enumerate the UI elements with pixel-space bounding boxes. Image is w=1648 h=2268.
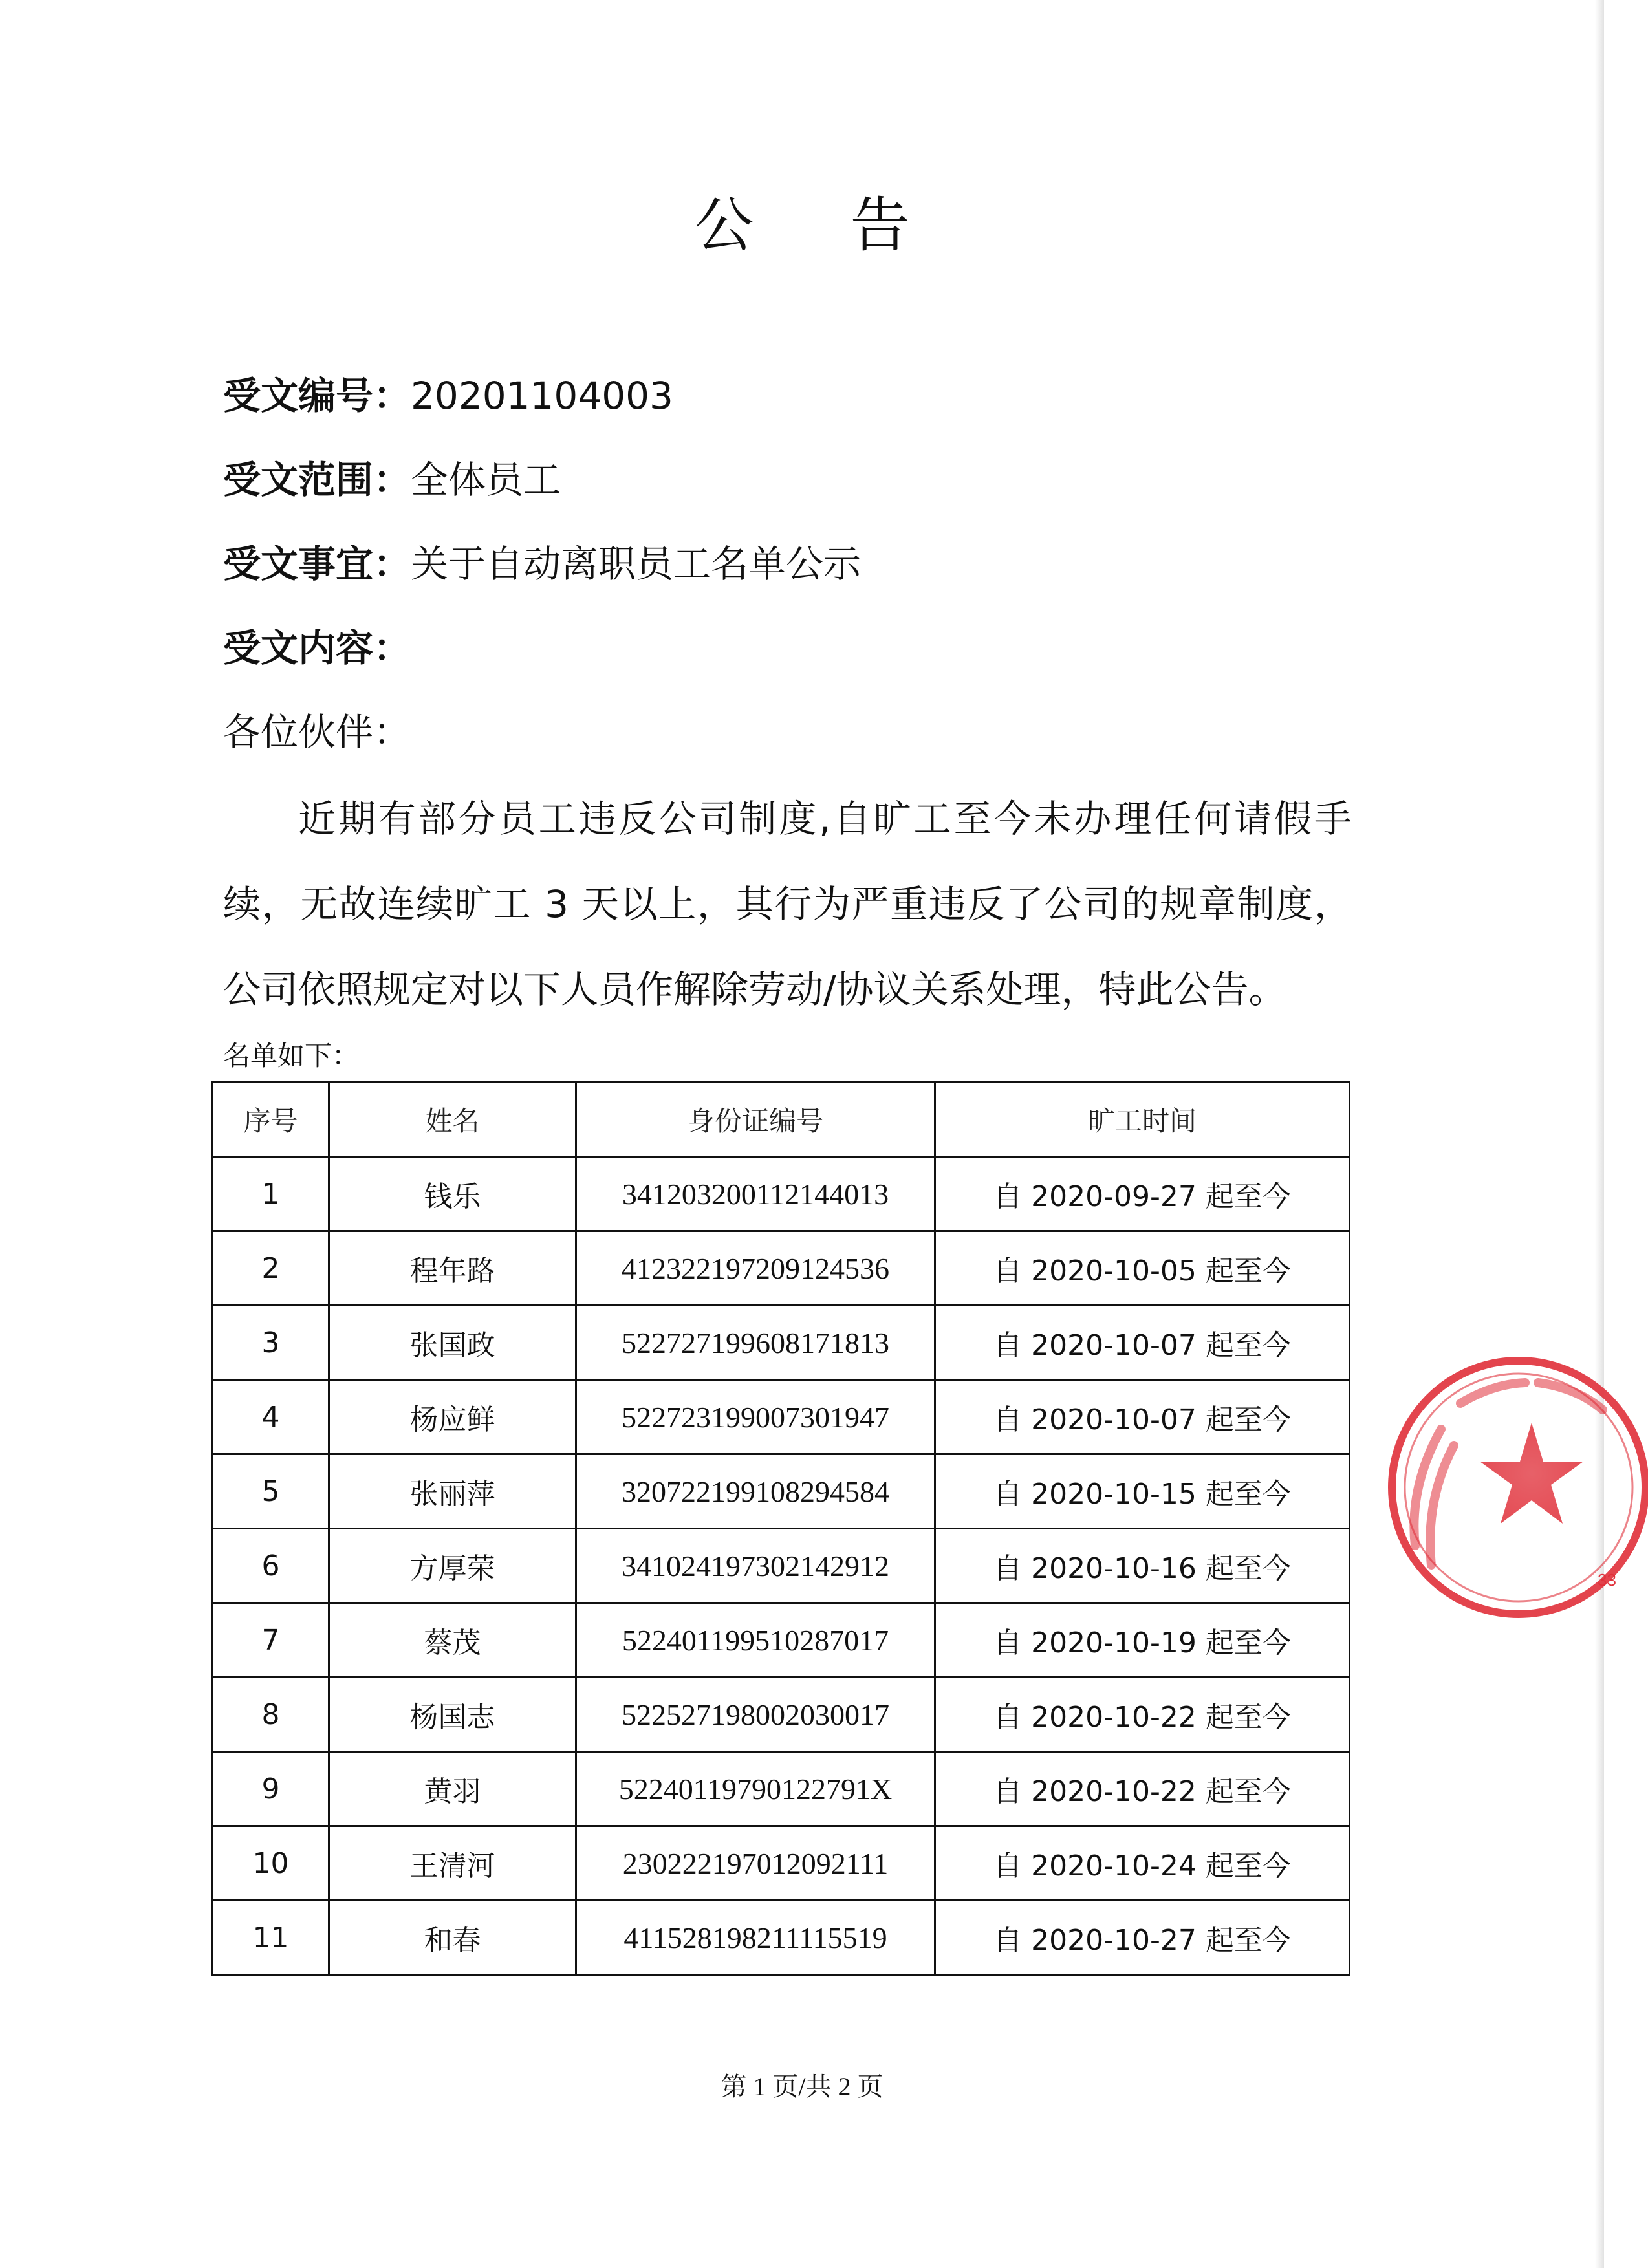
row-id-number: 522727199608171813 [576, 1306, 935, 1380]
row-id-number: 52240119790122791X [576, 1752, 935, 1826]
employee-table [211, 1081, 1350, 1976]
page-footer: 第 1 页/共 2 页 [721, 2072, 884, 2101]
doc-number-value: 20201104003 [411, 374, 673, 418]
row-absence-period: 自 2020-10-22 起至今 [935, 1752, 1350, 1826]
doc-subject-label: 受文事宜： [223, 542, 411, 586]
header-absence-period: 旷工时间 [935, 1083, 1350, 1157]
doc-number-label: 受文编号： [223, 374, 411, 418]
table-row [213, 1529, 1350, 1603]
doc-scope-label: 受文范围： [223, 458, 411, 502]
row-index: 10 [213, 1826, 329, 1901]
table-row [213, 1306, 1350, 1380]
table-row [213, 1826, 1350, 1901]
row-index: 2 [213, 1231, 329, 1306]
table-row [213, 1901, 1350, 1975]
row-absence-period: 自 2020-10-16 起至今 [935, 1529, 1350, 1603]
row-index: 5 [213, 1454, 329, 1529]
row-absence-period: 自 2020-10-15 起至今 [935, 1454, 1350, 1529]
row-name: 张丽萍 [329, 1454, 576, 1529]
doc-scope-value: 全体员工 [411, 458, 561, 502]
row-name: 和春 [329, 1901, 576, 1975]
table-row [213, 1231, 1350, 1306]
table-row [213, 1752, 1350, 1826]
doc-subject-value: 关于自动离职员工名单公示 [411, 542, 862, 586]
row-absence-period: 自 2020-10-22 起至今 [935, 1678, 1350, 1752]
table-row [213, 1380, 1350, 1454]
row-index: 4 [213, 1380, 329, 1454]
row-index: 6 [213, 1529, 329, 1603]
row-name: 方厚荣 [329, 1529, 576, 1603]
row-index: 11 [213, 1901, 329, 1975]
table-row [213, 1454, 1350, 1529]
row-id-number: 522527198002030017 [576, 1678, 935, 1752]
row-index: 8 [213, 1678, 329, 1752]
greeting: 各位伙伴： [223, 710, 411, 754]
row-name: 蔡茂 [329, 1603, 576, 1678]
row-absence-period: 自 2020-10-24 起至今 [935, 1826, 1350, 1901]
row-id-number: 320722199108294584 [576, 1454, 935, 1529]
header-id-number: 身份证编号 [576, 1083, 935, 1157]
row-absence-period: 自 2020-10-07 起至今 [935, 1380, 1350, 1454]
row-absence-period: 自 2020-09-27 起至今 [935, 1157, 1350, 1231]
list-label: 名单如下： [223, 1040, 360, 1072]
row-id-number: 522723199007301947 [576, 1380, 935, 1454]
company-seal-stamp [1370, 1332, 1648, 1643]
table-header-row [213, 1083, 1350, 1157]
table-row [213, 1678, 1350, 1752]
doc-number-line [223, 365, 673, 420]
row-absence-period: 自 2020-10-07 起至今 [935, 1306, 1350, 1380]
row-index: 7 [213, 1603, 329, 1678]
scan-edge-shadow [1595, 0, 1604, 2268]
row-absence-period: 自 2020-10-05 起至今 [935, 1231, 1350, 1306]
row-name: 王清河 [329, 1826, 576, 1901]
row-absence-period: 自 2020-10-19 起至今 [935, 1603, 1350, 1678]
doc-scope-line [223, 449, 561, 504]
table-row [213, 1603, 1350, 1678]
row-name: 钱乐 [329, 1157, 576, 1231]
row-index: 9 [213, 1752, 329, 1826]
row-index: 3 [213, 1306, 329, 1380]
row-name: 张国政 [329, 1306, 576, 1380]
header-name: 姓名 [329, 1083, 576, 1157]
header-index: 序号 [213, 1083, 329, 1157]
document-title: 公 告 [694, 191, 949, 260]
row-id-number: 522401199510287017 [576, 1603, 935, 1678]
row-name: 杨国志 [329, 1678, 576, 1752]
row-name: 黄羽 [329, 1752, 576, 1826]
row-id-number: 230222197012092111 [576, 1826, 935, 1901]
row-id-number: 412322197209124536 [576, 1231, 935, 1306]
seal-number-fragment: 33 [1598, 1570, 1616, 1590]
row-index: 1 [213, 1157, 329, 1231]
row-id-number: 341203200112144013 [576, 1157, 935, 1231]
doc-content-line [223, 618, 411, 672]
doc-content-label: 受文内容： [223, 626, 411, 670]
doc-subject-line [223, 534, 861, 588]
row-id-number: 411528198211115519 [576, 1901, 935, 1975]
row-id-number: 341024197302142912 [576, 1529, 935, 1603]
seal-star-icon [1480, 1423, 1583, 1524]
row-name: 程年路 [329, 1231, 576, 1306]
row-absence-period: 自 2020-10-27 起至今 [935, 1901, 1350, 1975]
body-paragraph: 近期有部分员工违反公司制度,自旷工至今未办理任何请假手续，无故连续旷工 3 天以上，其行为严重违反了公司的规章制度，公司依照规定对以下人员作解除劳动/协议关系处理，特此公告。 [223, 797, 1352, 1011]
row-name: 杨应鲜 [329, 1380, 576, 1454]
table-row [213, 1157, 1350, 1231]
